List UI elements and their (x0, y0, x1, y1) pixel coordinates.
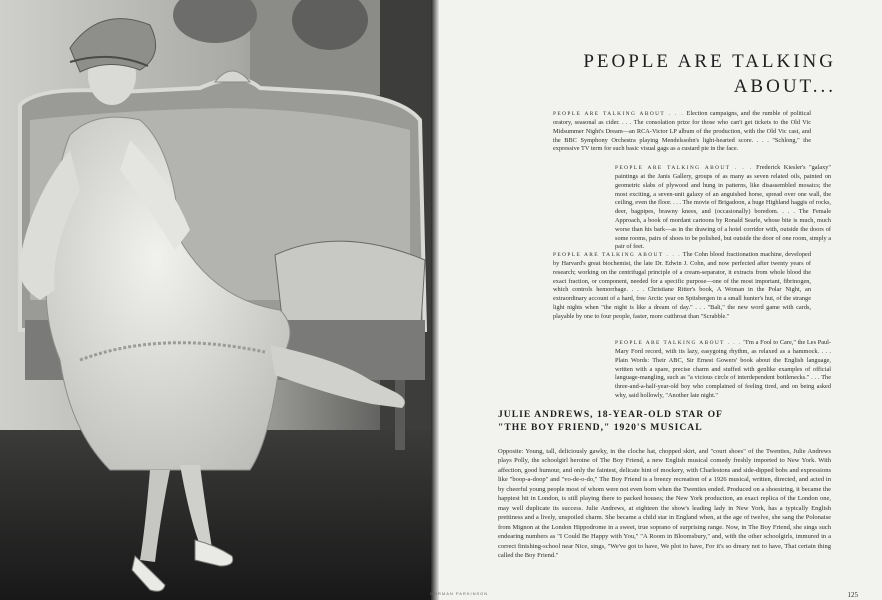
article-paragraph (553, 110, 811, 154)
caption-title (498, 408, 818, 434)
headline-line-2: ABOUT... (733, 75, 836, 97)
text-page (430, 0, 882, 600)
paragraph-text: The Cohn blood fractionation machine, developed by Harvard's great biochemist, the late Dr. Edwin J. Cohn, and now perfected after twenty years of research; working on the centrifugal principle of a cream-separator, it extracts from whole blood the exact fraction, or component, needed for a specific purpose—one of the most important, fibrinogen, which controls hemorrhage. . . . Christiane Ritter's book, A Woman in the Polar Night, an extraordinary account of a hard, free Arctic year on Spitsbergen in a small hunter's hut, of the strange light nights when "the night is like a dream of day." . . . "Bali," the new word game with cards, playable by one to four people, faster, more cutthroat than "Scrabble." (553, 251, 811, 320)
article-paragraph (553, 251, 811, 321)
caption-body: Opposite: Young, tall, deliciously gawky, in the cloche hat, chopped skirt, and "court shoes" of the Twenties, Julie Andrews plays Polly, the schoolgirl heroine of The Boy Friend, a new English musical comedy freshly imported to New York. With affection, good humour, and only the faintest, delicate hint of mockery, with Charlestons and side-dipped bobs and expressions like "boop-a-doop" and "vo-de-o-do," The Boy Friend is a breezy recreation of a 1926 musical, written, directed, and acted in by cheerful young people most of whom were not even born when the Twenties ended. Produced on a shoestring, it became the happiest hit in London, is still playing there to packed houses; the New York production, an exact replica of the London one, may well duplicate its success. Julie Andrews, at eighteen the show's leading lady in New York, has a typically English prettiness and a lively, unspoiled charm. She became a child star in England when, at the age of twelve, she sang the Polonaise from Mignon at the London Hippodrome in a sweet, true soprano of surprising range. Now, in The Boy Friend, she sings such endearing numbers as "I Could Be Happy with You," "A Room in Bloomsbury," and, with the other schoolgirls, immured in a correct finishing-school near Nice, sings, "We've got to have, We plot to have, For it's so dreary not to have, That certain thing called the Boy Friend." (498, 447, 831, 559)
article-paragraph (615, 339, 831, 401)
headline-line-1: PEOPLE ARE TALKING (583, 50, 836, 72)
paragraph-kicker: PEOPLE ARE TALKING ABOUT . . . (615, 340, 742, 347)
paragraph-kicker: PEOPLE ARE TALKING ABOUT . . . (553, 252, 681, 259)
page-number: 125 (847, 591, 858, 599)
page-gutter (431, 0, 439, 600)
portrait-photo (0, 0, 431, 600)
caption-title-line-2: "THE BOY FRIEND," 1920'S MUSICAL (498, 422, 703, 433)
paragraph-kicker: PEOPLE ARE TALKING ABOUT . . . (553, 111, 685, 118)
paragraph-kicker: PEOPLE ARE TALKING ABOUT . . . (615, 165, 753, 172)
photo-credit: NORMAN PARKINSON (430, 591, 489, 596)
paragraph-text: Frederick Kiesler's "galaxy" paintings at the Janis Gallery, groups of as many as seven related oils, painted on geometric slabs of plywood and hung in patterns, like disassembled mosaics; the most exciting, a seven-unit galaxy of an anguished horse, spread over one wall, the ceiling, even the floor. . . . The movie of Brigadoon, a huge Highland haggis of rocks, deer, bagpipes, brawny knees, and (occasionally) boredom. . . . The Female Approach, a book of mordant cartoons by Ronald Searle, whose bite is much, much worse than his bark—as in the drawing of a hotel corridor with, outside the doors of some rooms, pairs of shoes to be polished, but outside the door of one room, simply a pair of feet. (615, 164, 831, 251)
article-paragraph (615, 164, 831, 252)
portrait-photo-icon (0, 0, 431, 600)
caption-title-line-1: JULIE ANDREWS, 18-YEAR-OLD STAR OF (498, 409, 723, 420)
paragraph-text: "I'm a Fool to Care," the Les Paul-Mary Ford record, with its lazy, easygoing rhythm, as relaxed as a hammock. . . . Plain Words: Their ABC, Sir Ernest Gowers' book about the English language, written with a spare, precise charm and stuffed with genlike examples of official language-mangling, such as "a vicious circle of interdependent bottlenecks." . . . The three-and-a-half-year-old boy who complained of feeling tired, and on being asked why, said hollowly, "Another late night." (615, 339, 831, 400)
page-headline (583, 49, 836, 99)
paragraph-text: Election campaigns, and the rumble of political oratory, seasonal as cider. . . . The consolation prize for those who can't get tickets to the Old Vic Midsummer Night's Dream—an RCA-Victor LP album of the production, with the Old Vic cast, and the BBC Symphony Orchestra playing Mendelssohn's light-hearted score. . . . "Schlong," the expressive TV term for such basic visual gags as a custard pie in the face. (553, 110, 811, 153)
